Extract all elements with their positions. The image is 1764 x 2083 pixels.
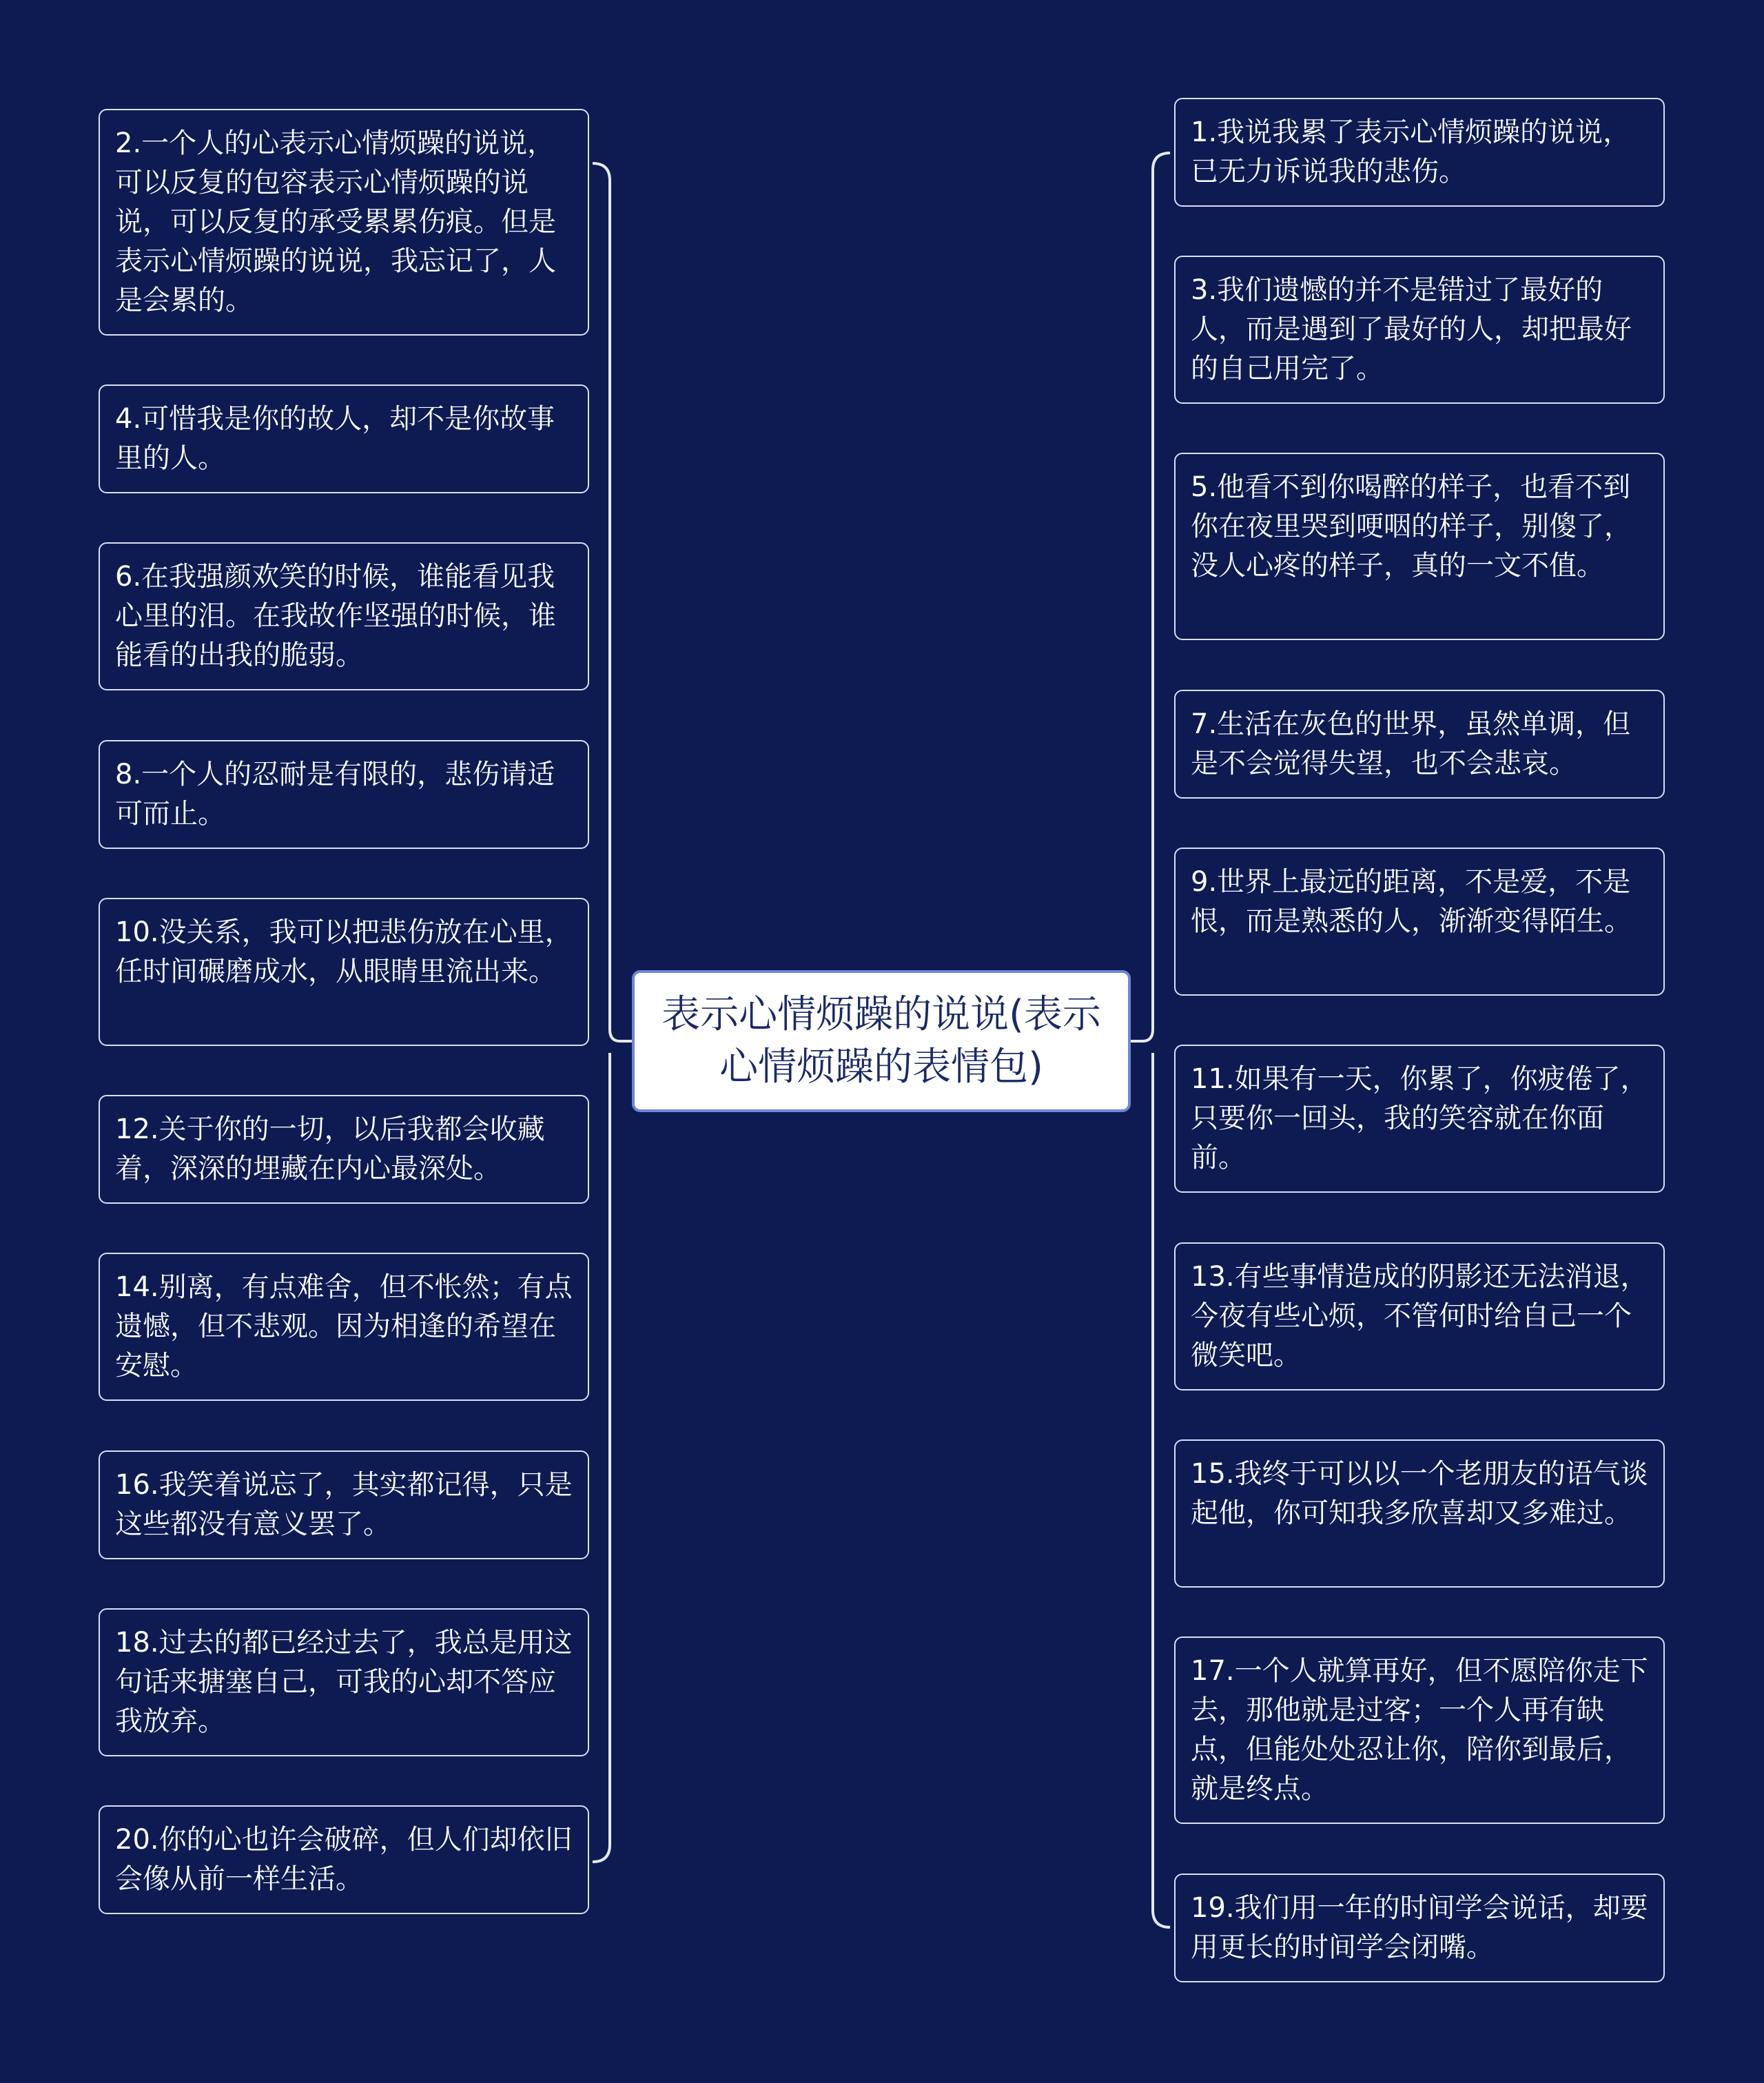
left-node-4[interactable] (99, 740, 589, 849)
right-node-9[interactable] (1174, 1636, 1665, 1824)
left-node-1[interactable] (99, 109, 589, 336)
left-node-3[interactable] (99, 542, 589, 690)
node-text: 9.世界上最远的距离，不是爱，不是恨，而是熟悉的人，渐渐变得陌生。 (1191, 866, 1632, 937)
node-text: 18.过去的都已经过去了，我总是用这句话来搪塞自己，可我的心却不答应我放弃。 (115, 1627, 573, 1737)
left-node-7[interactable] (99, 1253, 589, 1401)
central-topic[interactable] (632, 970, 1131, 1112)
node-text: 10.没关系，我可以把悲伤放在心里，任时间碾磨成水，从眼睛里流出来。 (115, 916, 573, 987)
node-text: 1.我说我累了表示心情烦躁的说说，已无力诉说我的悲伤。 (1191, 116, 1631, 187)
left-node-2[interactable] (99, 384, 589, 493)
right-bracket (1131, 153, 1170, 1927)
left-node-5[interactable] (99, 898, 589, 1046)
right-node-7[interactable] (1174, 1242, 1665, 1391)
left-node-8[interactable] (99, 1450, 589, 1559)
node-text: 13.有些事情造成的阴影还无法消退，今夜有些心烦，不管何时给自己一个微笑吧。 (1191, 1261, 1648, 1371)
node-text: 16.我笑着说忘了，其实都记得，只是这些都没有意义罢了。 (115, 1469, 573, 1540)
central-topic-text: 表示心情烦躁的说说(表示心情烦躁的表情包) (662, 992, 1101, 1089)
left-bracket (593, 163, 632, 1862)
node-text: 11.如果有一天，你累了，你疲倦了，只要你一回头，我的笑容就在你面前。 (1191, 1063, 1648, 1173)
left-node-10[interactable] (99, 1805, 589, 1914)
right-node-1[interactable] (1174, 98, 1665, 207)
node-text: 7.生活在灰色的世界，虽然单调，但是不会觉得失望，也不会悲哀。 (1191, 708, 1631, 779)
right-node-4[interactable] (1174, 690, 1665, 799)
node-text: 6.在我强颜欢笑的时候，谁能看见我心里的泪。在我故作坚强的时候，谁能看的出我的脆弱。 (115, 561, 556, 671)
right-node-8[interactable] (1174, 1439, 1665, 1588)
left-node-6[interactable] (99, 1095, 589, 1204)
left-node-9[interactable] (99, 1608, 589, 1756)
right-node-10[interactable] (1174, 1874, 1665, 1982)
node-text: 12.关于你的一切，以后我都会收藏着，深深的埋藏在内心最深处。 (115, 1114, 545, 1184)
node-text: 19.我们用一年的时间学会说话，却要用更长的时间学会闭嘴。 (1191, 1892, 1648, 1963)
node-text: 17.一个人就算再好，但不愿陪你走下去，那他就是过客；一个人再有缺点，但能处处忍让你，陪你到最后，就是终点。 (1191, 1655, 1648, 1805)
right-node-2[interactable] (1174, 256, 1665, 404)
node-text: 8.一个人的忍耐是有限的，悲伤请适可而止。 (115, 759, 555, 830)
right-node-5[interactable] (1174, 848, 1665, 996)
node-text: 2.一个人的心表示心情烦躁的说说，可以反复的包容表示心情烦躁的说说，可以反复的承受累累伤痕。但是表示心情烦躁的说说，我忘记了，人是会累的。 (115, 127, 556, 316)
node-text: 15.我终于可以以一个老朋友的语气谈起他，你可知我多欣喜却又多难过。 (1191, 1458, 1648, 1529)
node-text: 3.我们遗憾的并不是错过了最好的人，而是遇到了最好的人，却把最好的自己用完了。 (1191, 274, 1632, 384)
node-text: 5.他看不到你喝醉的样子，也看不到你在夜里哭到哽咽的样子，别傻了，没人心疼的样子，真的一文不值。 (1191, 471, 1632, 582)
right-node-3[interactable] (1174, 453, 1665, 640)
node-text: 20.你的心也许会破碎，但人们却依旧会像从前一样生活。 (115, 1824, 573, 1895)
right-node-6[interactable] (1174, 1045, 1665, 1193)
node-text: 14.别离，有点难舍，但不怅然；有点遗憾，但不悲观。因为相逢的希望在安慰。 (115, 1271, 573, 1382)
node-text: 4.可惜我是你的故人，却不是你故事里的人。 (115, 403, 555, 474)
